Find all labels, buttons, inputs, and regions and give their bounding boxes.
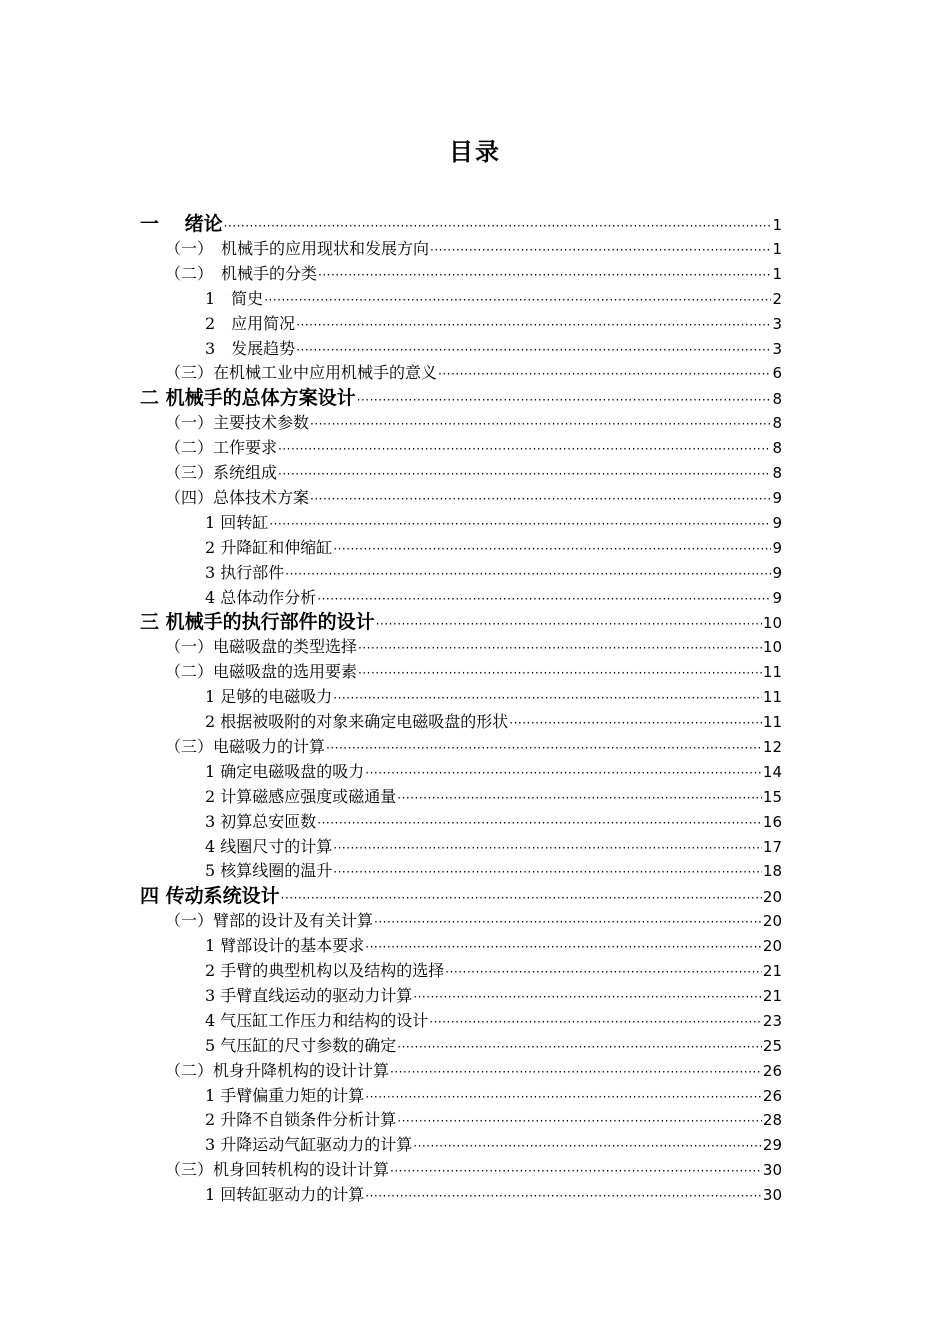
dot-leader — [413, 985, 762, 1009]
toc-entry-page: 1 — [772, 216, 782, 234]
dot-leader — [445, 960, 762, 984]
toc-entry — [205, 710, 782, 734]
toc-entry — [140, 610, 782, 634]
dot-leader — [333, 537, 771, 561]
toc-entry-page: 26 — [762, 1086, 782, 1105]
toc-entry-label: 1 臂部设计的基本要求 — [205, 936, 365, 956]
toc-entry-page: 8 — [772, 439, 782, 458]
toc-entry-page: 20 — [762, 937, 782, 956]
toc-entry-label: （一）电磁吸盘的类型选择 — [165, 637, 358, 657]
toc-entry-page: 29 — [762, 1136, 782, 1155]
dot-leader — [358, 661, 762, 685]
toc-entry-label: 一 绪论 — [140, 213, 223, 235]
dot-leader — [390, 1159, 762, 1183]
toc-entry — [205, 337, 782, 361]
toc-entry — [165, 635, 782, 659]
toc-entry-label: 2 应用简况 — [205, 313, 296, 333]
toc-entry-label: （一）主要技术参数 — [165, 413, 310, 433]
toc-entry — [165, 461, 782, 485]
toc-entry-page: 11 — [762, 688, 782, 707]
toc-entry-page: 12 — [762, 737, 782, 756]
dot-leader — [357, 388, 772, 412]
toc-entry-label: （一） 机械手的应用现状和发展方向 — [165, 238, 430, 258]
toc-entry — [205, 984, 782, 1008]
toc-entry-page: 26 — [762, 1061, 782, 1080]
toc-entry-page: 1 — [772, 264, 782, 283]
toc-entry — [205, 685, 782, 709]
dot-leader — [397, 786, 762, 810]
toc-entry — [205, 785, 782, 809]
toc-entry-label: （四）总体技术方案 — [165, 487, 310, 507]
dot-leader — [430, 238, 771, 262]
dot-leader — [310, 487, 771, 511]
toc-entry-label: 三 机械手的执行部件的设计 — [140, 611, 375, 634]
toc-entry-label: 4 总体动作分析 — [205, 587, 317, 607]
dot-leader — [310, 412, 771, 436]
toc-entry — [205, 1133, 782, 1157]
toc-entry-label: 4 气压缸工作压力和结构的设计 — [205, 1010, 429, 1030]
toc-entry-label: （三）机身回转机构的设计计算 — [165, 1160, 390, 1180]
toc-entry-page: 9 — [772, 563, 782, 582]
toc-entry-label: 1 手臂偏重力矩的计算 — [205, 1085, 365, 1105]
toc-entry — [140, 884, 782, 908]
toc-entry — [165, 1059, 782, 1083]
toc-entry — [205, 511, 782, 535]
dot-leader — [438, 362, 771, 386]
toc-entry — [165, 411, 782, 435]
toc-entry-label: （二） 机械手的分类 — [165, 263, 318, 283]
toc-entry-label: （二）机身升降机构的设计计算 — [165, 1060, 390, 1080]
toc-entry-label: （一）臂部的设计及有关计算 — [165, 911, 374, 931]
toc-entry-label: 2 手臂的典型机构以及结构的选择 — [205, 961, 445, 980]
toc-entry — [205, 1108, 782, 1132]
dot-leader — [413, 1134, 762, 1158]
toc-entry-label: 二 机械手的总体方案设计 — [140, 387, 356, 410]
toc-entry-label: （二）工作要求 — [165, 438, 278, 458]
dot-leader — [326, 736, 762, 760]
toc-entry-page: 6 — [772, 364, 782, 383]
dot-leader — [365, 935, 762, 959]
toc-entry-page: 25 — [762, 1036, 782, 1055]
toc-entry-page: 9 — [772, 588, 782, 607]
toc-entry-page: 23 — [762, 1011, 782, 1030]
toc-entry-page: 16 — [762, 812, 782, 831]
dot-leader — [333, 686, 762, 710]
toc-entry-label: 1 简史 — [205, 288, 264, 308]
toc-entry-label: 4 线圈尺寸的计算 — [205, 836, 333, 856]
toc-entry-page: 20 — [762, 912, 782, 931]
toc-entry — [165, 909, 782, 933]
toc-entry-page: 1 — [772, 239, 782, 258]
toc-entry — [165, 486, 782, 510]
dot-leader — [429, 1010, 762, 1034]
toc-entry-page: 10 — [762, 614, 782, 633]
toc-entry-page: 20 — [762, 888, 782, 907]
toc-entry-page: 30 — [762, 1161, 782, 1180]
dot-leader — [397, 1035, 762, 1059]
toc-entry — [205, 312, 782, 336]
dot-leader — [296, 338, 771, 362]
toc-entry — [140, 386, 782, 410]
toc-entry — [140, 212, 782, 236]
toc-entry — [205, 835, 782, 859]
toc-entry — [165, 262, 782, 286]
toc-entry-page: 8 — [772, 414, 782, 433]
dot-leader — [269, 512, 771, 536]
toc-entry-page: 3 — [772, 339, 782, 358]
dot-leader — [390, 1060, 762, 1084]
toc-entry-page: 28 — [762, 1111, 782, 1130]
toc-entry-label: （三）系统组成 — [165, 463, 278, 482]
toc-entry-page: 9 — [772, 538, 782, 557]
toc-entry-label: （二）电磁吸盘的选用要素 — [165, 662, 358, 682]
toc-entry-label: 3 手臂直线运动的驱动力计算 — [205, 985, 413, 1005]
toc-entry — [205, 1009, 782, 1033]
toc-entry-label: 2 计算磁感应强度或磁通量 — [205, 786, 397, 806]
dot-leader — [509, 711, 762, 735]
toc-entry-page: 18 — [762, 862, 782, 881]
dot-leader — [358, 636, 762, 660]
toc-entry — [205, 1084, 782, 1108]
dot-leader — [333, 860, 762, 884]
dot-leader — [318, 263, 771, 287]
dot-leader — [376, 612, 762, 636]
dot-leader — [281, 886, 762, 910]
toc-entry-page: 10 — [762, 638, 782, 657]
toc-entry-label: （三）电磁吸力的计算 — [165, 736, 326, 756]
toc-entry-page: 11 — [762, 663, 782, 682]
toc-entry-page: 15 — [762, 787, 782, 806]
toc-entry-page: 8 — [772, 464, 782, 482]
toc-entry — [165, 735, 782, 759]
toc-entry-page: 30 — [762, 1186, 782, 1205]
toc-title: 目录 — [449, 138, 501, 166]
dot-leader — [397, 1109, 762, 1133]
toc-entry — [165, 361, 782, 385]
toc-entry-label: 5 气压缸的尺寸参数的确定 — [205, 1035, 397, 1055]
toc-entry-label: 1 回转缸驱动力的计算 — [205, 1185, 365, 1205]
dot-leader — [224, 214, 772, 238]
toc-entry-label: 3 升降运动气缸驱动力的计算 — [205, 1135, 413, 1155]
dot-leader — [317, 587, 771, 611]
toc-entry — [165, 1158, 782, 1182]
dot-leader — [264, 288, 771, 312]
toc-entry-label: 2 升降缸和伸缩缸 — [205, 537, 333, 557]
dot-leader — [278, 437, 771, 461]
dot-leader — [365, 761, 762, 785]
toc-entry-label: 1 足够的电磁吸力 — [205, 687, 333, 707]
toc-entry-page: 8 — [772, 390, 782, 409]
toc-entry — [205, 934, 782, 958]
toc-entry-page: 21 — [762, 986, 782, 1005]
toc-entry-label: 2 根据被吸附的对象来确定电磁吸盘的形状 — [205, 712, 509, 731]
toc-entry-page: 17 — [762, 837, 782, 856]
dot-leader — [285, 562, 771, 586]
toc-entry-label: 2 升降不自锁条件分析计算 — [205, 1110, 397, 1130]
toc-entry — [205, 760, 782, 784]
toc-entry — [205, 1183, 782, 1207]
toc-entry-page: 21 — [762, 962, 782, 980]
toc-entry-label: 1 回转缸 — [205, 512, 269, 532]
toc-entry — [205, 536, 782, 560]
toc-entry — [165, 436, 782, 460]
toc-entry-page: 3 — [772, 314, 782, 333]
toc-entry — [205, 586, 782, 610]
toc-entry-page: 9 — [772, 513, 782, 532]
toc-entry — [205, 561, 782, 585]
dot-leader — [374, 910, 762, 934]
toc-entry — [205, 859, 782, 883]
toc-entry-label: 3 初算总安匝数 — [205, 811, 317, 831]
toc-entry-label: 5 核算线圈的温升 — [205, 861, 333, 881]
toc-entry — [205, 959, 782, 983]
toc-entry — [205, 810, 782, 834]
toc-entry-page: 2 — [772, 289, 782, 308]
dot-leader — [296, 313, 771, 337]
toc-entry-label: 3 发展趋势 — [205, 338, 296, 358]
toc-entry-label: 1 确定电磁吸盘的吸力 — [205, 761, 365, 781]
dot-leader — [333, 836, 762, 860]
toc-entry — [205, 287, 782, 311]
toc-entry-label: 3 执行部件 — [205, 562, 285, 582]
toc-entry-page: 11 — [762, 713, 782, 731]
dot-leader — [278, 462, 771, 486]
toc-entry-label: （三）在机械工业中应用机械手的意义 — [165, 363, 438, 383]
toc-entry-page: 9 — [772, 488, 782, 507]
toc-entry — [205, 1034, 782, 1058]
dot-leader — [365, 1184, 762, 1208]
toc-entry — [165, 237, 782, 261]
toc-entry — [165, 660, 782, 684]
dot-leader — [365, 1085, 762, 1109]
toc-entry-label: 四 传动系统设计 — [140, 885, 280, 908]
toc-entry-page: 14 — [762, 762, 782, 781]
dot-leader — [317, 811, 762, 835]
